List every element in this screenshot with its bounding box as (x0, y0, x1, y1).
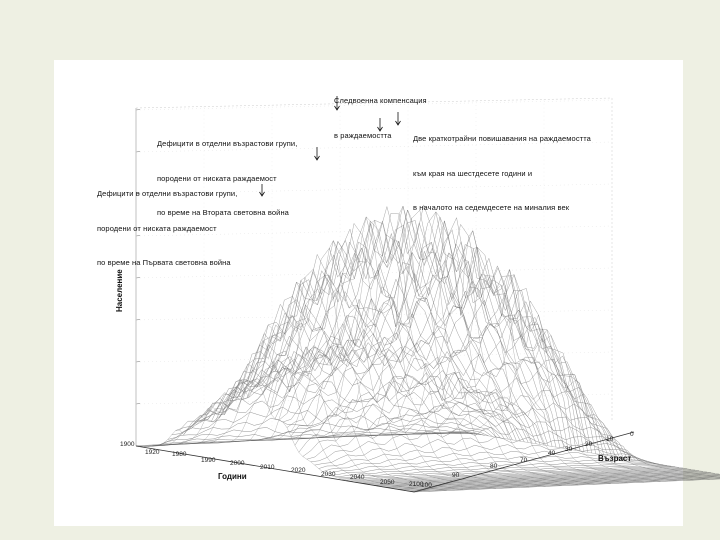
y-axis-label: Население (115, 269, 124, 312)
x-axis-label: Години (218, 472, 247, 481)
year-tick-label: 1900 (120, 441, 135, 448)
mesh-line-year (259, 217, 588, 452)
year-tick-label: 2100 (409, 481, 424, 488)
year-tick-label: 2050 (380, 479, 395, 486)
mesh-line-year (172, 393, 501, 438)
year-tick-label: 2030 (321, 471, 336, 478)
age-tick-label: 0 (630, 431, 634, 438)
annotation-line: породени от ниската раждаемост (97, 223, 217, 233)
mesh-line-year (247, 207, 576, 451)
mesh-line-year (315, 437, 644, 465)
mesh-line-age (218, 241, 496, 489)
annotation-line: в раждаемостта (334, 130, 392, 140)
year-tick-label: 2000 (230, 460, 245, 467)
mesh-line-year (287, 334, 616, 457)
mesh-line-age (169, 315, 447, 490)
year-tick-label: 1920 (145, 449, 160, 456)
annotation-line: в началото на седемдесете на миналия век (413, 203, 570, 212)
annotation-line: Дефицити в отделни възрастови групи, (157, 139, 298, 148)
annotation-line: Две краткотрайни повишавания на раждаемостта (413, 134, 591, 143)
annotation-60s-70s-increase (413, 110, 591, 225)
mesh-line-year (180, 367, 509, 439)
age-tick-label: 40 (548, 450, 556, 457)
annotation-line: породени от ниската раждаемост (157, 173, 277, 183)
age-tick-label: 80 (490, 463, 498, 470)
mesh-line-age (333, 221, 611, 484)
year-tick-label: 2040 (350, 474, 365, 481)
annotation-ww2-deficit (157, 115, 297, 230)
age-tick-label: 70 (520, 457, 528, 464)
mesh-line-age (432, 330, 710, 480)
year-tick-label: 1980 (172, 451, 187, 458)
annotation-line: към края на шестдесете години и (413, 168, 533, 178)
back-grid-line (136, 310, 612, 320)
annotation-line: по време на Първата световна война (97, 258, 231, 267)
age-tick-label: 30 (565, 446, 573, 453)
age-tick-label: 20 (585, 441, 593, 448)
year-tick-label: 2010 (260, 464, 275, 471)
mesh-line-year (235, 234, 564, 449)
z-axis-label: Възраст (598, 454, 632, 463)
annotation-line: Дефицити в отделни възрастови групи, (97, 189, 238, 198)
mesh-line-year (291, 352, 620, 458)
year-tick-label: 2020 (291, 467, 306, 474)
age-tick-label: 90 (452, 472, 460, 479)
year-tick-label: 1990 (201, 457, 216, 464)
annotation-line: Следвоенна компенсация (334, 96, 427, 105)
age-tick-label: 10 (606, 436, 614, 443)
mesh-line-year (239, 224, 568, 450)
annotation-line: по време на Втората световна война (157, 208, 289, 217)
age-tick-label: 100 (421, 482, 432, 489)
